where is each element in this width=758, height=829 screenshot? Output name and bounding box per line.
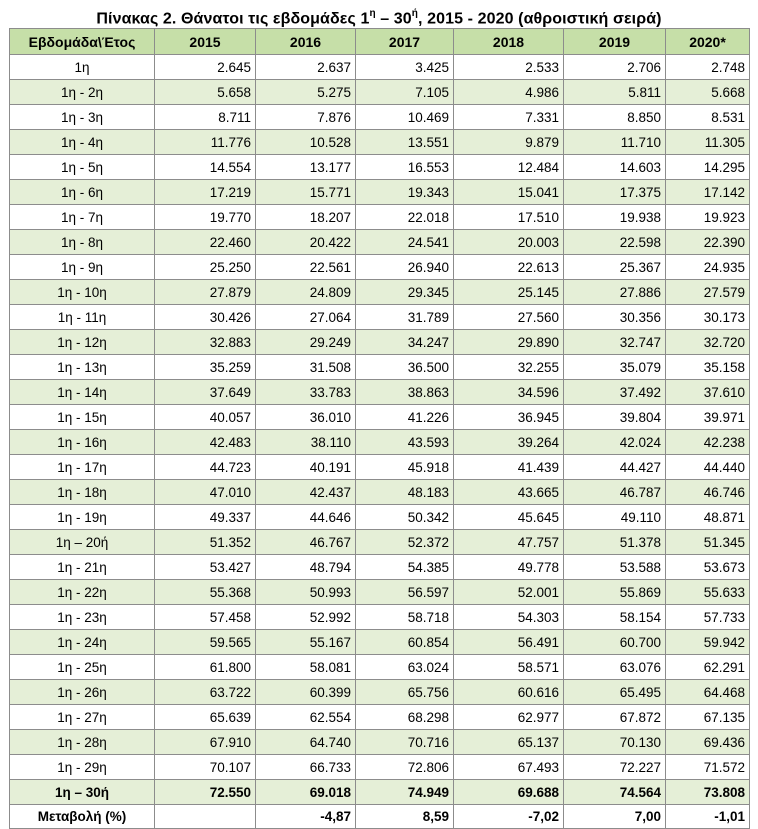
table-row [10,755,750,780]
table-row [10,580,750,605]
value-2019-cell: 46.787 [564,480,666,505]
title-post: , 2015 - 2020 (αθροιστική σειρά) [418,10,662,28]
week-range-cell: 1η - 25η [10,655,155,680]
value-2017-cell: 48.183 [356,480,454,505]
header-week-year: Εβδομάδα\Έτος [10,29,155,55]
value-2020-cell: 48.871 [666,505,750,530]
value-2016-cell: 48.794 [256,555,356,580]
header-2016: 2016 [256,29,356,55]
week-range-cell: 1η - 4η [10,130,155,155]
value-2018-cell: -7,02 [454,805,564,829]
week-range-cell: Μεταβολή (%) [10,805,155,829]
value-2018-cell: 12.484 [454,155,564,180]
value-2020-cell: -1,01 [666,805,750,829]
value-2019-cell: 35.079 [564,355,666,380]
value-2019-cell: 39.804 [564,405,666,430]
value-2017-cell: 74.949 [356,780,454,805]
week-range-cell: 1η [10,55,155,80]
value-2018-cell: 7.331 [454,105,564,130]
week-range-cell: 1η - 23η [10,605,155,630]
value-2015-cell: 32.883 [155,330,256,355]
value-2017-cell: 26.940 [356,255,454,280]
week-range-cell: 1η - 12η [10,330,155,355]
value-2016-cell: 36.010 [256,405,356,430]
value-2018-cell: 54.303 [454,605,564,630]
table-row [10,80,750,105]
week-range-cell: 1η - 13η [10,355,155,380]
value-2015-cell: 61.800 [155,655,256,680]
table-row [10,280,750,305]
value-2015-cell: 27.879 [155,280,256,305]
value-2018-cell: 29.890 [454,330,564,355]
value-2015-cell: 14.554 [155,155,256,180]
value-2015-cell: 2.645 [155,55,256,80]
value-2016-cell: 69.018 [256,780,356,805]
value-2019-cell: 25.367 [564,255,666,280]
value-2017-cell: 43.593 [356,430,454,455]
value-2016-cell: 27.064 [256,305,356,330]
value-2019-cell: 65.495 [564,680,666,705]
value-2016-cell: 20.422 [256,230,356,255]
value-2019-cell: 63.076 [564,655,666,680]
value-2019-cell: 58.154 [564,605,666,630]
value-2015-cell: 22.460 [155,230,256,255]
table-row [10,180,750,205]
value-2018-cell: 27.560 [454,305,564,330]
value-2018-cell: 25.145 [454,280,564,305]
value-2020-cell: 14.295 [666,155,750,180]
value-2020-cell: 5.668 [666,80,750,105]
week-range-cell: 1η - 18η [10,480,155,505]
value-2020-cell: 39.971 [666,405,750,430]
value-2018-cell: 47.757 [454,530,564,555]
value-2016-cell: 10.528 [256,130,356,155]
week-range-cell: 1η - 28η [10,730,155,755]
value-2015-cell: 25.250 [155,255,256,280]
value-2018-cell: 45.645 [454,505,564,530]
value-2016-cell: -4,87 [256,805,356,829]
value-2020-cell: 71.572 [666,755,750,780]
value-2015-cell: 30.426 [155,305,256,330]
value-2019-cell: 19.938 [564,205,666,230]
value-2020-cell: 11.305 [666,130,750,155]
value-2018-cell: 17.510 [454,205,564,230]
value-2018-cell: 43.665 [454,480,564,505]
table-row [10,130,750,155]
value-2019-cell: 2.706 [564,55,666,80]
value-2020-cell: 59.942 [666,630,750,655]
value-2017-cell: 50.342 [356,505,454,530]
week-range-cell: 1η - 22η [10,580,155,605]
value-2018-cell: 49.778 [454,555,564,580]
value-2016-cell: 18.207 [256,205,356,230]
value-2016-cell: 13.177 [256,155,356,180]
value-2020-cell: 57.733 [666,605,750,630]
value-2017-cell: 24.541 [356,230,454,255]
value-2016-cell: 60.399 [256,680,356,705]
value-2019-cell: 60.700 [564,630,666,655]
value-2020-cell: 46.746 [666,480,750,505]
value-2017-cell: 3.425 [356,55,454,80]
value-2016-cell: 5.275 [256,80,356,105]
value-2019-cell: 74.564 [564,780,666,805]
table-row [10,480,750,505]
value-2019-cell: 11.710 [564,130,666,155]
table-row [10,455,750,480]
week-range-cell: 1η – 30ή [10,780,155,805]
value-2017-cell: 41.226 [356,405,454,430]
header-2015: 2015 [155,29,256,55]
value-2017-cell: 54.385 [356,555,454,580]
value-2016-cell: 15.771 [256,180,356,205]
value-2016-cell: 29.249 [256,330,356,355]
header-2020: 2020* [666,29,750,55]
value-2018-cell: 60.616 [454,680,564,705]
header-2019: 2019 [564,29,666,55]
table-row [10,680,750,705]
value-2016-cell: 7.876 [256,105,356,130]
value-2020-cell: 30.173 [666,305,750,330]
value-2017-cell: 31.789 [356,305,454,330]
value-2016-cell: 66.733 [256,755,356,780]
value-2018-cell: 20.003 [454,230,564,255]
value-2018-cell: 67.493 [454,755,564,780]
value-2020-cell: 22.390 [666,230,750,255]
value-2015-cell: 59.565 [155,630,256,655]
header-row [10,29,750,55]
value-2019-cell: 30.356 [564,305,666,330]
value-2019-cell: 72.227 [564,755,666,780]
value-2019-cell: 53.588 [564,555,666,580]
value-2017-cell: 52.372 [356,530,454,555]
value-2015-cell: 72.550 [155,780,256,805]
table-row [10,705,750,730]
value-2020-cell: 42.238 [666,430,750,455]
value-2017-cell: 56.597 [356,580,454,605]
value-2019-cell: 37.492 [564,380,666,405]
value-2015-cell: 67.910 [155,730,256,755]
table-row [10,105,750,130]
value-2015-cell: 57.458 [155,605,256,630]
table-row [10,730,750,755]
value-2016-cell: 38.110 [256,430,356,455]
value-2016-cell: 62.554 [256,705,356,730]
value-2017-cell: 70.716 [356,730,454,755]
value-2019-cell: 49.110 [564,505,666,530]
table-row [10,655,750,680]
week-range-cell: 1η - 6η [10,180,155,205]
table-row [10,405,750,430]
value-2017-cell: 63.024 [356,655,454,680]
value-2016-cell: 44.646 [256,505,356,530]
value-2018-cell: 62.977 [454,705,564,730]
value-2017-cell: 13.551 [356,130,454,155]
value-2020-cell: 64.468 [666,680,750,705]
week-range-cell: 1η - 16η [10,430,155,455]
table-row [10,355,750,380]
value-2018-cell: 69.688 [454,780,564,805]
value-2015-cell: 47.010 [155,480,256,505]
value-2020-cell: 27.579 [666,280,750,305]
value-2019-cell: 51.378 [564,530,666,555]
value-2017-cell: 29.345 [356,280,454,305]
value-2015-cell: 44.723 [155,455,256,480]
value-2019-cell: 7,00 [564,805,666,829]
value-2018-cell: 56.491 [454,630,564,655]
value-2020-cell: 32.720 [666,330,750,355]
value-2017-cell: 45.918 [356,455,454,480]
value-2018-cell: 65.137 [454,730,564,755]
value-2016-cell: 64.740 [256,730,356,755]
value-2020-cell: 51.345 [666,530,750,555]
value-2019-cell: 70.130 [564,730,666,755]
value-2019-cell: 42.024 [564,430,666,455]
value-2017-cell: 19.343 [356,180,454,205]
deaths-table [9,28,750,829]
value-2020-cell: 24.935 [666,255,750,280]
value-2017-cell: 65.756 [356,680,454,705]
table-row [10,380,750,405]
week-range-cell: 1η - 24η [10,630,155,655]
value-2018-cell: 41.439 [454,455,564,480]
value-2015-cell: 5.658 [155,80,256,105]
value-2017-cell: 60.854 [356,630,454,655]
value-2018-cell: 15.041 [454,180,564,205]
value-2016-cell: 42.437 [256,480,356,505]
value-2018-cell: 36.945 [454,405,564,430]
table-row [10,555,750,580]
value-2020-cell: 2.748 [666,55,750,80]
value-2019-cell: 5.811 [564,80,666,105]
week-range-cell: 1η - 17η [10,455,155,480]
value-2015-cell: 17.219 [155,180,256,205]
value-2017-cell: 34.247 [356,330,454,355]
value-2020-cell: 17.142 [666,180,750,205]
value-2019-cell: 44.427 [564,455,666,480]
value-2018-cell: 34.596 [454,380,564,405]
value-2015-cell: 35.259 [155,355,256,380]
value-2020-cell: 55.633 [666,580,750,605]
value-2017-cell: 36.500 [356,355,454,380]
value-2018-cell: 32.255 [454,355,564,380]
week-range-cell: 1η - 7η [10,205,155,230]
value-2020-cell: 73.808 [666,780,750,805]
value-2015-cell: 53.427 [155,555,256,580]
value-2019-cell: 14.603 [564,155,666,180]
value-2016-cell: 58.081 [256,655,356,680]
value-2015-cell [155,805,256,829]
value-2016-cell: 50.993 [256,580,356,605]
week-range-cell: 1η - 5η [10,155,155,180]
value-2020-cell: 37.610 [666,380,750,405]
week-range-cell: 1η - 21η [10,555,155,580]
value-2019-cell: 8.850 [564,105,666,130]
value-2015-cell: 55.368 [155,580,256,605]
table-body [10,55,750,829]
value-2016-cell: 46.767 [256,530,356,555]
value-2019-cell: 55.869 [564,580,666,605]
value-2018-cell: 22.613 [454,255,564,280]
value-2016-cell: 22.561 [256,255,356,280]
value-2018-cell: 4.986 [454,80,564,105]
value-2019-cell: 32.747 [564,330,666,355]
title-sup-2: ή [411,8,418,19]
table-row [10,530,750,555]
week-range-cell: 1η - 29η [10,755,155,780]
value-2020-cell: 8.531 [666,105,750,130]
value-2019-cell: 22.598 [564,230,666,255]
change-row [10,805,750,829]
value-2017-cell: 16.553 [356,155,454,180]
week-range-cell: 1η – 20ή [10,530,155,555]
value-2015-cell: 70.107 [155,755,256,780]
table-row [10,255,750,280]
week-range-cell: 1η - 8η [10,230,155,255]
table-row [10,630,750,655]
table-row [10,155,750,180]
value-2015-cell: 51.352 [155,530,256,555]
value-2015-cell: 40.057 [155,405,256,430]
value-2019-cell: 67.872 [564,705,666,730]
value-2016-cell: 52.992 [256,605,356,630]
header-2017: 2017 [356,29,454,55]
table-row [10,330,750,355]
value-2017-cell: 22.018 [356,205,454,230]
value-2017-cell: 68.298 [356,705,454,730]
total-row [10,780,750,805]
week-range-cell: 1η - 14η [10,380,155,405]
value-2020-cell: 69.436 [666,730,750,755]
value-2017-cell: 8,59 [356,805,454,829]
title-pre: Πίνακας 2. Θάνατοι τις εβδομάδες 1 [96,10,370,28]
value-2020-cell: 35.158 [666,355,750,380]
value-2018-cell: 39.264 [454,430,564,455]
value-2018-cell: 2.533 [454,55,564,80]
week-range-cell: 1η - 26η [10,680,155,705]
value-2015-cell: 65.639 [155,705,256,730]
value-2019-cell: 17.375 [564,180,666,205]
value-2017-cell: 38.863 [356,380,454,405]
table-row [10,305,750,330]
value-2017-cell: 7.105 [356,80,454,105]
value-2016-cell: 2.637 [256,55,356,80]
value-2015-cell: 8.711 [155,105,256,130]
value-2016-cell: 40.191 [256,455,356,480]
value-2015-cell: 19.770 [155,205,256,230]
table-row [10,230,750,255]
week-range-cell: 1η - 10η [10,280,155,305]
table-title [0,0,758,28]
week-range-cell: 1η - 15η [10,405,155,430]
value-2016-cell: 31.508 [256,355,356,380]
value-2018-cell: 58.571 [454,655,564,680]
week-range-cell: 1η - 27η [10,705,155,730]
value-2017-cell: 72.806 [356,755,454,780]
week-range-cell: 1η - 19η [10,505,155,530]
week-range-cell: 1η - 2η [10,80,155,105]
value-2015-cell: 63.722 [155,680,256,705]
title-mid: – 30 [375,10,412,28]
value-2020-cell: 44.440 [666,455,750,480]
value-2020-cell: 53.673 [666,555,750,580]
value-2020-cell: 67.135 [666,705,750,730]
value-2018-cell: 9.879 [454,130,564,155]
value-2016-cell: 33.783 [256,380,356,405]
value-2017-cell: 10.469 [356,105,454,130]
table-row [10,505,750,530]
week-range-cell: 1η - 3η [10,105,155,130]
table-row [10,430,750,455]
table-row [10,605,750,630]
value-2015-cell: 37.649 [155,380,256,405]
value-2020-cell: 62.291 [666,655,750,680]
table-row [10,55,750,80]
value-2019-cell: 27.886 [564,280,666,305]
title-sup-1: η [369,8,376,19]
header-2018: 2018 [454,29,564,55]
value-2015-cell: 49.337 [155,505,256,530]
value-2018-cell: 52.001 [454,580,564,605]
table-row [10,205,750,230]
value-2015-cell: 11.776 [155,130,256,155]
week-range-cell: 1η - 11η [10,305,155,330]
value-2016-cell: 55.167 [256,630,356,655]
value-2016-cell: 24.809 [256,280,356,305]
value-2020-cell: 19.923 [666,205,750,230]
value-2015-cell: 42.483 [155,430,256,455]
week-range-cell: 1η - 9η [10,255,155,280]
value-2017-cell: 58.718 [356,605,454,630]
